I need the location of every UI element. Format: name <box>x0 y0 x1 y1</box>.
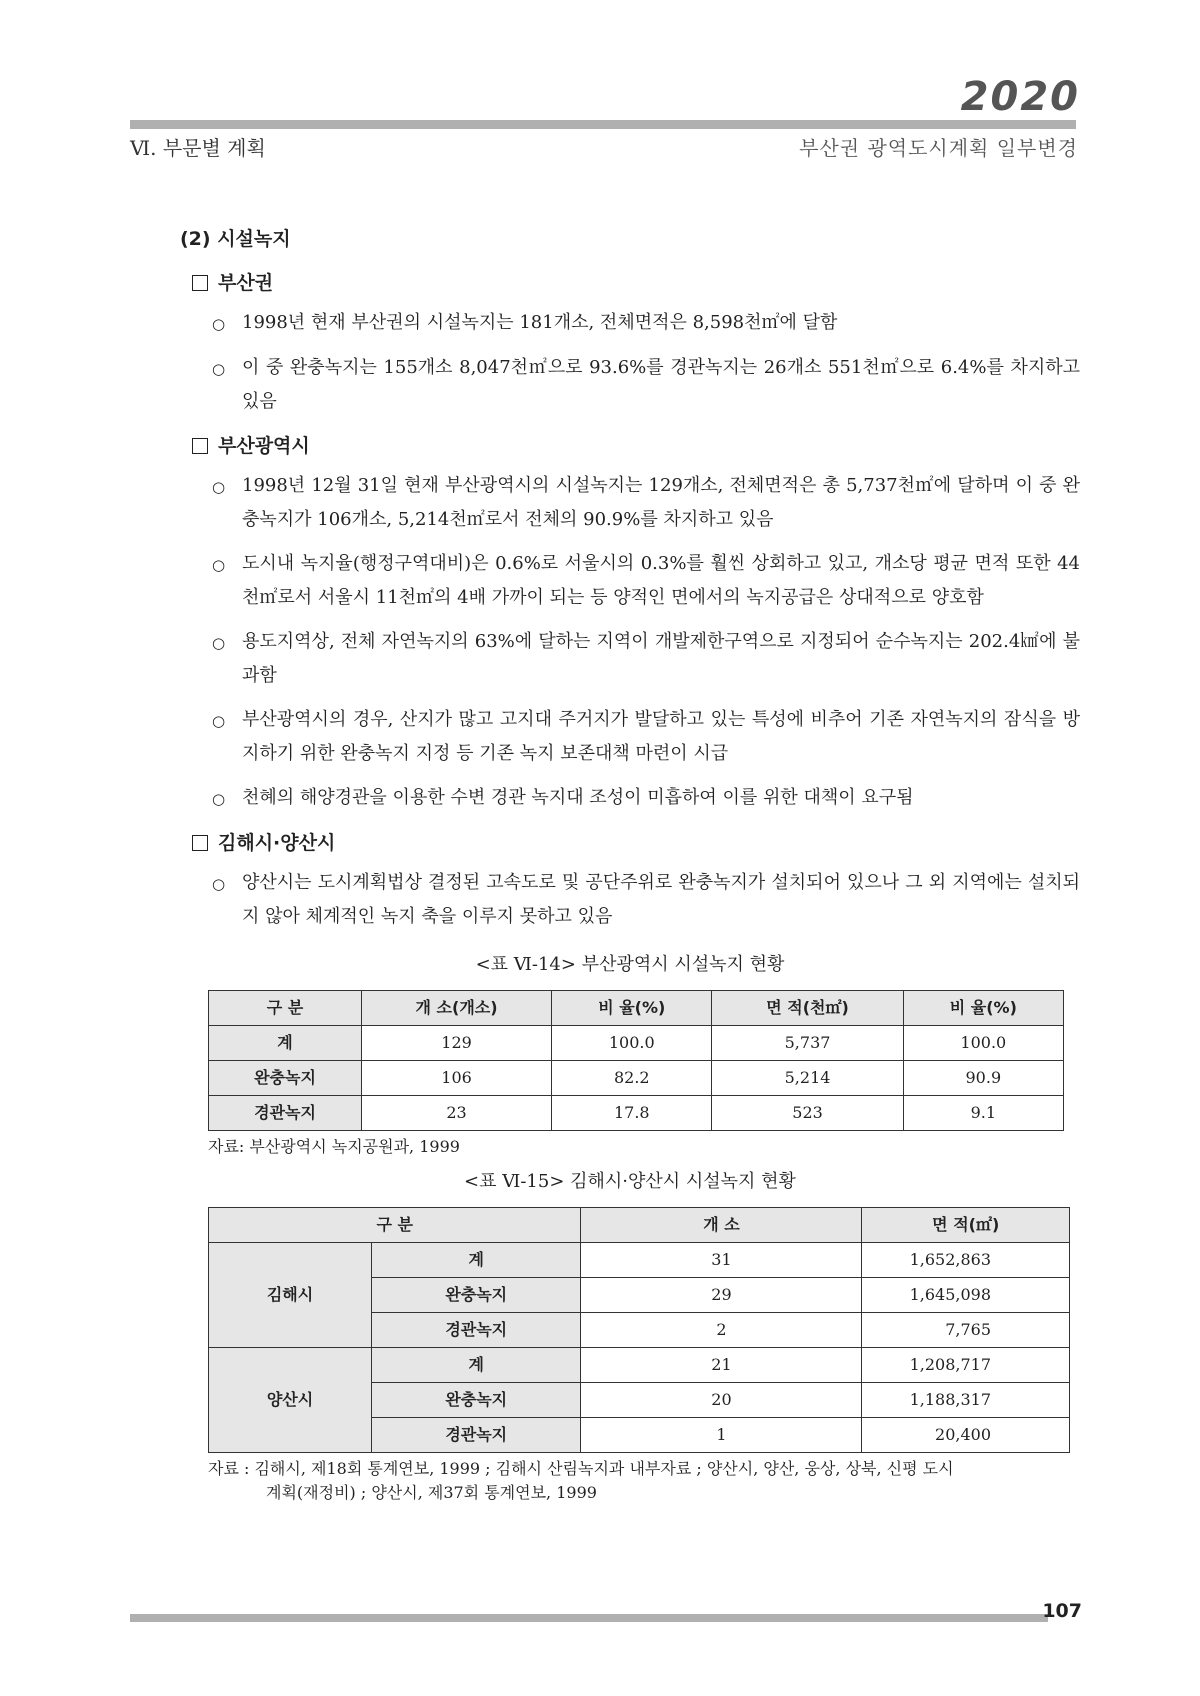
table-row <box>209 1026 1064 1061</box>
table-header-cell: 구 분 <box>209 1208 581 1243</box>
table-header-cell: 비 율(%) <box>903 991 1063 1026</box>
bullet-item <box>212 469 1080 537</box>
row-label: 계 <box>209 1026 362 1061</box>
bullet-text: 1998년 현재 부산권의 시설녹지는 181개소, 전체면적은 8,598천㎡에 달함 <box>242 312 838 333</box>
table-source: 자료: 부산광역시 녹지공원과, 1999 <box>208 1137 460 1156</box>
bullet-item <box>212 703 1080 771</box>
chapter-title: Ⅵ. 부문별 계획 <box>130 136 266 160</box>
table-cell: 82.2 <box>552 1061 712 1096</box>
source-line: 계획(재정비) ; 양산시, 제37회 통계연보, 1999 <box>266 1483 597 1502</box>
bullet-text: 양산시는 도시계획법상 결정된 고속도로 및 공단주위로 완충녹지가 설치되어 있으나 그 외 지역에는 설치되지 않아 체계적인 녹지 축을 이루지 못하고 있음 <box>242 872 1080 927</box>
bullet-item <box>212 781 1080 816</box>
circle-bullet-icon: ○ <box>212 360 226 378</box>
circle-bullet-icon: ○ <box>212 315 226 333</box>
table-header-row <box>209 991 1064 1026</box>
table-header-cell: 개 소 <box>581 1208 862 1243</box>
table-cell: 1,652,863 <box>862 1243 1070 1278</box>
circle-bullet-icon: ○ <box>212 556 226 574</box>
table-cell: 523 <box>712 1096 903 1131</box>
year-label: 2020 <box>960 74 1080 120</box>
table-cell: 23 <box>362 1096 552 1131</box>
row-label: 경관녹지 <box>372 1313 581 1348</box>
table-cell: 20 <box>581 1383 862 1418</box>
bullet-item <box>212 306 1080 341</box>
bottom-rule <box>130 1614 1048 1622</box>
page-content <box>180 222 1080 1505</box>
table-cell: 1,208,717 <box>862 1348 1070 1383</box>
subsection-heading <box>192 266 1080 300</box>
bullet-text: 용도지역상, 전체 자연녹지의 63%에 달하는 지역이 개발제한구역으로 지정되어 순수녹지는 202.4㎢에 불과함 <box>242 631 1080 686</box>
bullet-item <box>212 547 1080 615</box>
bullet-item <box>212 866 1080 934</box>
table-cell: 1,188,317 <box>862 1383 1070 1418</box>
table-row <box>209 1096 1064 1131</box>
bullet-text: 도시내 녹지율(행정구역대비)은 0.6%로 서울시의 0.3%를 훨씬 상회하고 있고, 개소당 평균 면적 또한 44천㎡로서 서울시 11천㎡의 4배 가까이 되는 등 양적인 면에서의 녹지공급은 상대적으로 양호함 <box>242 553 1080 608</box>
table-cell: 1 <box>581 1418 862 1453</box>
table-cell: 1,645,098 <box>862 1278 1070 1313</box>
table-row <box>209 1243 1070 1278</box>
bullet-text: 1998년 12월 31일 현재 부산광역시의 시설녹지는 129개소, 전체면적은 총 5,737천㎡에 달하며 이 중 완충녹지가 106개소, 5,214천㎡로서 전체의 90.9%를 차지하고 있음 <box>242 475 1080 530</box>
table-cell: 17.8 <box>552 1096 712 1131</box>
table-header-cell: 비 율(%) <box>552 991 712 1026</box>
circle-bullet-icon: ○ <box>212 634 226 652</box>
bullet-text: 천혜의 해양경관을 이용한 수변 경관 녹지대 조성이 미흡하여 이를 위한 대책이 요구됨 <box>242 787 914 808</box>
group-label: 김해시 <box>209 1243 372 1348</box>
table-cell: 106 <box>362 1061 552 1096</box>
document-title: 부산권 광역도시계획 일부변경 <box>799 136 1078 160</box>
circle-bullet-icon: ○ <box>212 790 226 808</box>
subsection-title: 부산광역시 <box>218 435 310 457</box>
table-cell: 129 <box>362 1026 552 1061</box>
table-header-cell: 구 분 <box>209 991 362 1026</box>
group-label: 양산시 <box>209 1348 372 1453</box>
table-cell: 100.0 <box>552 1026 712 1061</box>
row-label: 계 <box>372 1243 581 1278</box>
row-label: 계 <box>372 1348 581 1383</box>
table-cell: 20,400 <box>862 1418 1070 1453</box>
subsection-heading <box>192 429 1080 463</box>
table-row <box>209 1348 1070 1383</box>
checkbox-square-icon <box>192 835 208 851</box>
bullet-text: 부산광역시의 경우, 산지가 많고 고지대 주거지가 발달하고 있는 특성에 비추어 기존 자연녹지의 잠식을 방지하기 위한 완충녹지 지정 등 기존 녹지 보존대책 마련이 시급 <box>242 709 1080 764</box>
row-label: 완충녹지 <box>372 1278 581 1313</box>
table-header-row <box>209 1208 1070 1243</box>
page-number: 107 <box>1042 1600 1082 1622</box>
facility-green-table-gimhae-yangsan <box>208 1207 1070 1453</box>
table-header-cell: 면 적(천㎡) <box>712 991 903 1026</box>
source-line: 자료 : 김해시, 제18회 통계연보, 1999 ; 김해시 산림녹지과 내부자료 ; 양산시, 양산, 웅상, 상북, 신평 도시 <box>208 1459 954 1478</box>
checkbox-square-icon <box>192 275 208 291</box>
table-cell: 31 <box>581 1243 862 1278</box>
bullet-item <box>212 351 1080 419</box>
table-caption: <표 Ⅵ-15> 김해시·양산시 시설녹지 현황 <box>464 1171 796 1192</box>
table-cell: 29 <box>581 1278 862 1313</box>
bullet-text: 이 중 완충녹지는 155개소 8,047천㎡으로 93.6%를 경관녹지는 26개소 551천㎡으로 6.4%를 차지하고 있음 <box>242 357 1080 412</box>
subsection-title: 부산권 <box>218 272 274 294</box>
table-cell: 7,765 <box>862 1313 1070 1348</box>
circle-bullet-icon: ○ <box>212 712 226 730</box>
table-cell: 90.9 <box>903 1061 1063 1096</box>
table-header-cell: 면 적(㎡) <box>862 1208 1070 1243</box>
row-label: 경관녹지 <box>209 1096 362 1131</box>
circle-bullet-icon: ○ <box>212 478 226 496</box>
circle-bullet-icon: ○ <box>212 875 226 893</box>
row-label: 경관녹지 <box>372 1418 581 1453</box>
facility-green-table-busan <box>208 990 1064 1131</box>
section-title: (2) 시설녹지 <box>180 228 291 250</box>
bullet-item <box>212 625 1080 693</box>
top-rule <box>130 120 1076 129</box>
table-cell: 2 <box>581 1313 862 1348</box>
checkbox-square-icon <box>192 438 208 454</box>
table-cell: 9.1 <box>903 1096 1063 1131</box>
table-header-cell: 개 소(개소) <box>362 991 552 1026</box>
table-cell: 21 <box>581 1348 862 1383</box>
table-row <box>209 1061 1064 1096</box>
subsection-title: 김해시·양산시 <box>218 832 336 854</box>
table-cell: 5,737 <box>712 1026 903 1061</box>
table-source <box>208 1457 1080 1505</box>
row-label: 완충녹지 <box>372 1383 581 1418</box>
subsection-heading <box>192 826 1080 860</box>
table-cell: 5,214 <box>712 1061 903 1096</box>
row-label: 완충녹지 <box>209 1061 362 1096</box>
table-caption: <표 Ⅵ-14> 부산광역시 시설녹지 현황 <box>475 954 785 975</box>
table-cell: 100.0 <box>903 1026 1063 1061</box>
